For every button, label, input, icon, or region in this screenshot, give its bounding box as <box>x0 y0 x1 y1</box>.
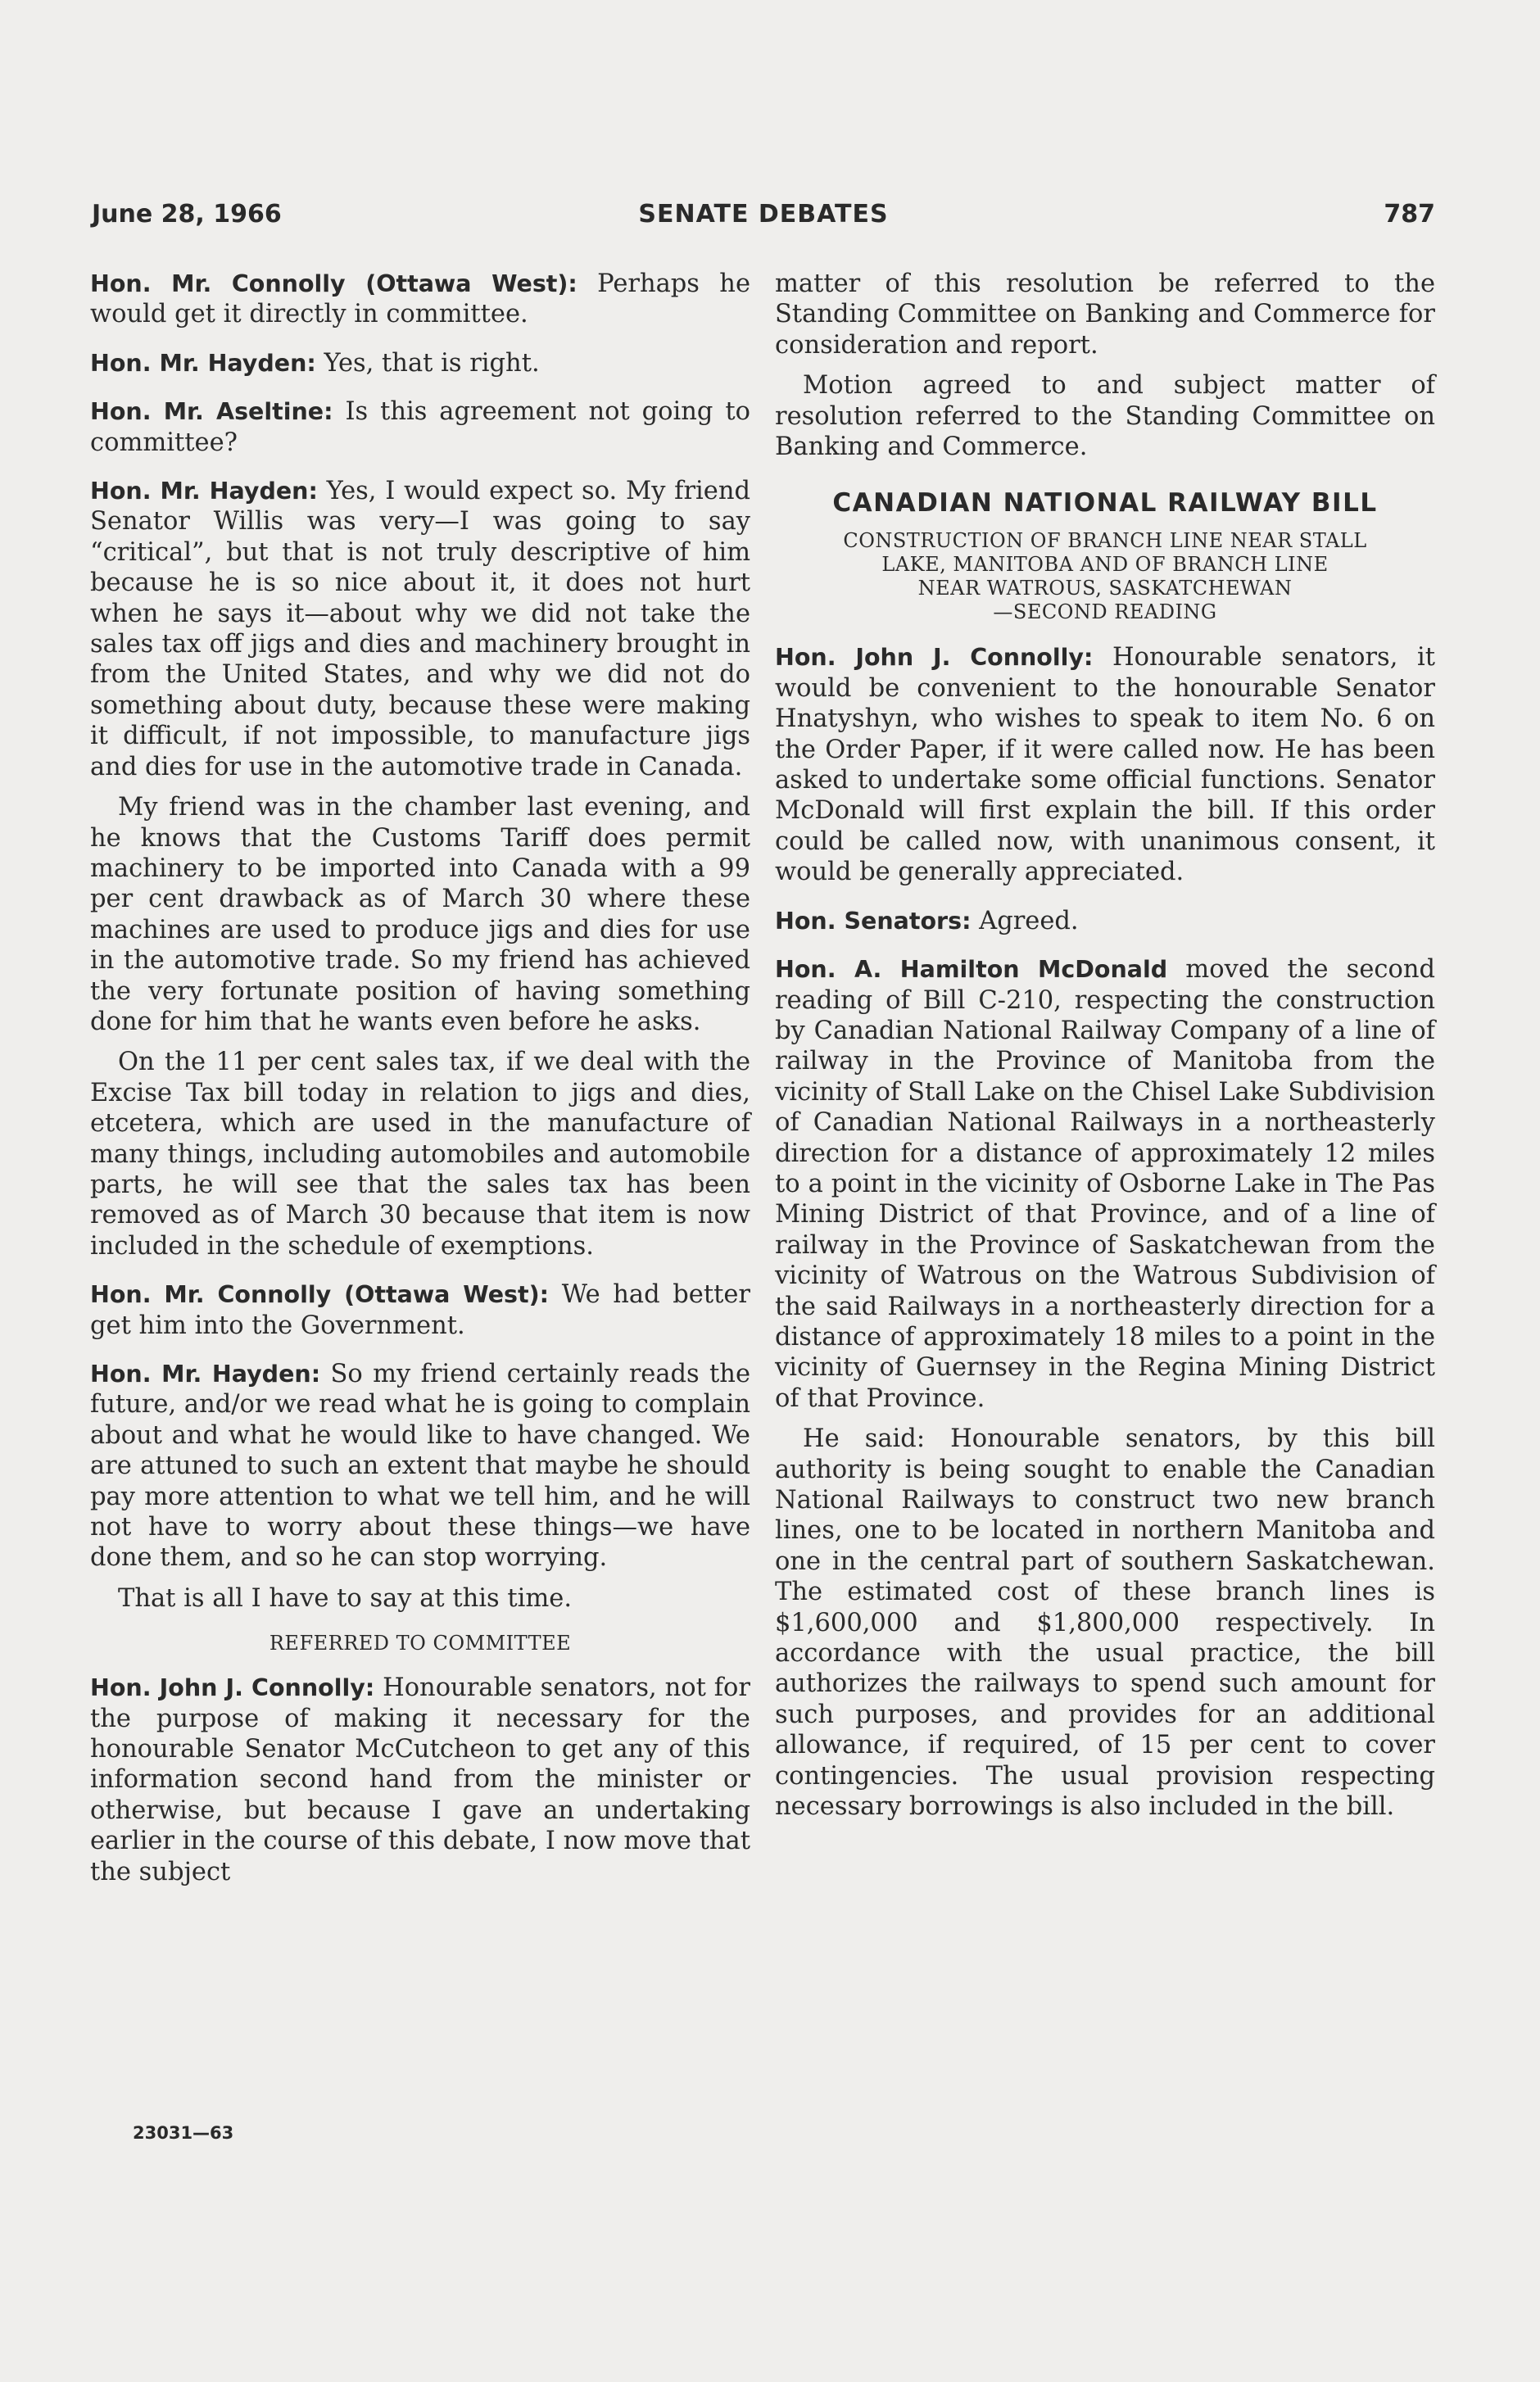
paragraph: My friend was in the chamber last evening, and he knows that the Customs Tariff does permit machinery to be imported into Canada with a 99 per cent drawback as of March 30 where these machines are used to produce jigs and dies for use in the automotive trade. So my friend has achieved the very fortunate position of having something done for him that he wants even before he asks. <box>90 793 750 1036</box>
speech-text: Honourable senators, not for the purpose of making it necessary for the honourable Senator McCutcheon to get any of this information second hand from the minister or otherwise, but because I gave an undertaking earlier in the course of this debate, I now move that the subject <box>90 1673 750 1886</box>
subheading-line: CONSTRUCTION OF BRANCH LINE NEAR STALL <box>843 529 1367 553</box>
paragraph <box>90 396 750 458</box>
paragraph <box>90 1359 750 1574</box>
speaker-name: Hon. Mr. Hayden: <box>90 349 316 377</box>
print-code: 23031—63 <box>133 2123 234 2143</box>
header-date: June 28, 1966 <box>92 200 282 229</box>
speaker-name: Hon. A. Hamilton McDonald <box>775 956 1168 984</box>
paragraph <box>775 954 1435 1414</box>
speech-text: We had better get him into the Government. <box>90 1280 750 1340</box>
speech-text: So my friend certainly reads the future, and/or we read what he is going to complain about and what he would like to have changed. We are attuned to such an extent that maybe he should pay more attention to what we tell him, and he will not have to worry about these things—we have done them, and so he can stop worrying. <box>90 1360 750 1573</box>
paragraph <box>90 269 750 330</box>
speaker-name: Hon. John J. Connolly: <box>775 644 1094 672</box>
right-column <box>775 269 1435 1840</box>
speech-text: Agreed. <box>971 906 1079 935</box>
speaker-name: Hon. John J. Connolly: <box>90 1674 375 1702</box>
subheading-line: —SECOND READING <box>993 600 1217 624</box>
speech-text: Perhaps he would get it directly in committee. <box>90 269 750 329</box>
left-column <box>90 269 750 1905</box>
speaker-name: Hon. Mr. Hayden: <box>90 1361 321 1388</box>
paragraph <box>775 906 1435 936</box>
subheading-line: NEAR WATROUS, SASKATCHEWAN <box>917 577 1293 600</box>
page-header <box>92 200 1435 236</box>
speaker-name: Hon. Mr. Connolly (Ottawa West): <box>90 1281 550 1309</box>
paragraph <box>90 348 750 378</box>
paragraph <box>90 476 750 782</box>
section-subheading <box>775 529 1435 624</box>
speech-text: Yes, I would expect so. My friend Senator Willis was very—I was going to say “critical”, but that is not truly descriptive of him because he is so nice about it, it does not hurt when he says it—about why we did not take the sales tax off jigs and dies and machinery brought in from the United States, and why we did not do something about duty, because these were making it difficult, if not impossible, to manufacture jigs and dies for use in the automotive trade in Canada. <box>90 477 751 781</box>
speech-text: moved the second reading of Bill C-210, respecting the construction by Canadian National Railway Company of a line of railway in the Province of Manitoba from the vicinity of Stall Lake on the Chisel Lake Subdivision of Canadian National Railways in a northeasterly direction for a distance of approximately 12 miles to a point in the vicinity of Osborne Lake in The Pas Mining District of that Province, and of a line of railway in the Province of Saskatchewan from the vicinity of Watrous on the Watrous Subdivision of the said Railways in a northeasterly direction for a distance of approximately 18 miles to a point in the vicinity of Guernsey in the Regina Mining District of that Province. <box>775 955 1435 1413</box>
speaker-name: Hon. Mr. Aseltine: <box>90 398 333 426</box>
header-title: SENATE DEBATES <box>638 200 889 229</box>
section-subheading: REFERRED TO COMMITTEE <box>269 1632 572 1655</box>
paragraph <box>90 1279 750 1341</box>
speech-text: Yes, that is right. <box>315 348 540 378</box>
page-number: 787 <box>1384 200 1435 229</box>
paragraph: Motion agreed to and subject matter of resolution referred to the Standing Committee on Banking and Commerce. <box>775 371 1435 462</box>
speaker-name: Hon. Mr. Hayden: <box>90 478 318 505</box>
speaker-name: Hon. Senators: <box>775 907 972 935</box>
paragraph: He said: Honourable senators, by this bill authority is being sought to enable the Canadian National Railways to construct two new branch lines, one to be located in northern Manitoba and one in the central part of southern Saskatchewan. The estimated cost of these branch lines is $1,600,000 and $1,800,000 respectively. In accordance with the usual practice, the bill authorizes the railways to spend such amount for such purposes, and provides for an additional allowance, if required, of 15 per cent to cover contingencies. The usual provision respecting necessary borrowings is also included in the bill. <box>775 1424 1435 1822</box>
paragraph: That is all I have to say at this time. <box>118 1583 573 1613</box>
paragraph <box>775 642 1435 887</box>
subheading-line: LAKE, MANITOBA AND OF BRANCH LINE <box>881 553 1329 577</box>
speech-text: Is this agreement not going to committee? <box>90 397 750 457</box>
paragraph: On the 11 per cent sales tax, if we deal with the Excise Tax bill today in relation to jigs and dies, etcetera, which are used in the manufacture of many things, including automobiles and automobile parts, he will see that the sales tax has been removed as of March 30 because that item is now included in the schedule of exemptions. <box>90 1048 750 1261</box>
speaker-name: Hon. Mr. Connolly (Ottawa West): <box>90 270 578 297</box>
paragraph <box>90 1673 750 1887</box>
section-heading: CANADIAN NATIONAL RAILWAY BILL <box>832 488 1378 519</box>
paragraph: matter of this resolution be referred to the Standing Committee on Banking and Commerce for consideration and report. <box>775 269 1435 360</box>
speech-text: Honourable senators, it would be convenient to the honourable Senator Hnatyshyn, who wishes to speak to item No. 6 on the Order Paper, if it were called now. He has been asked to undertake some official functions. Senator McDonald will first explain the bill. If this order could be called now, with unanimous consent, it would be generally appreciated. <box>775 643 1435 887</box>
